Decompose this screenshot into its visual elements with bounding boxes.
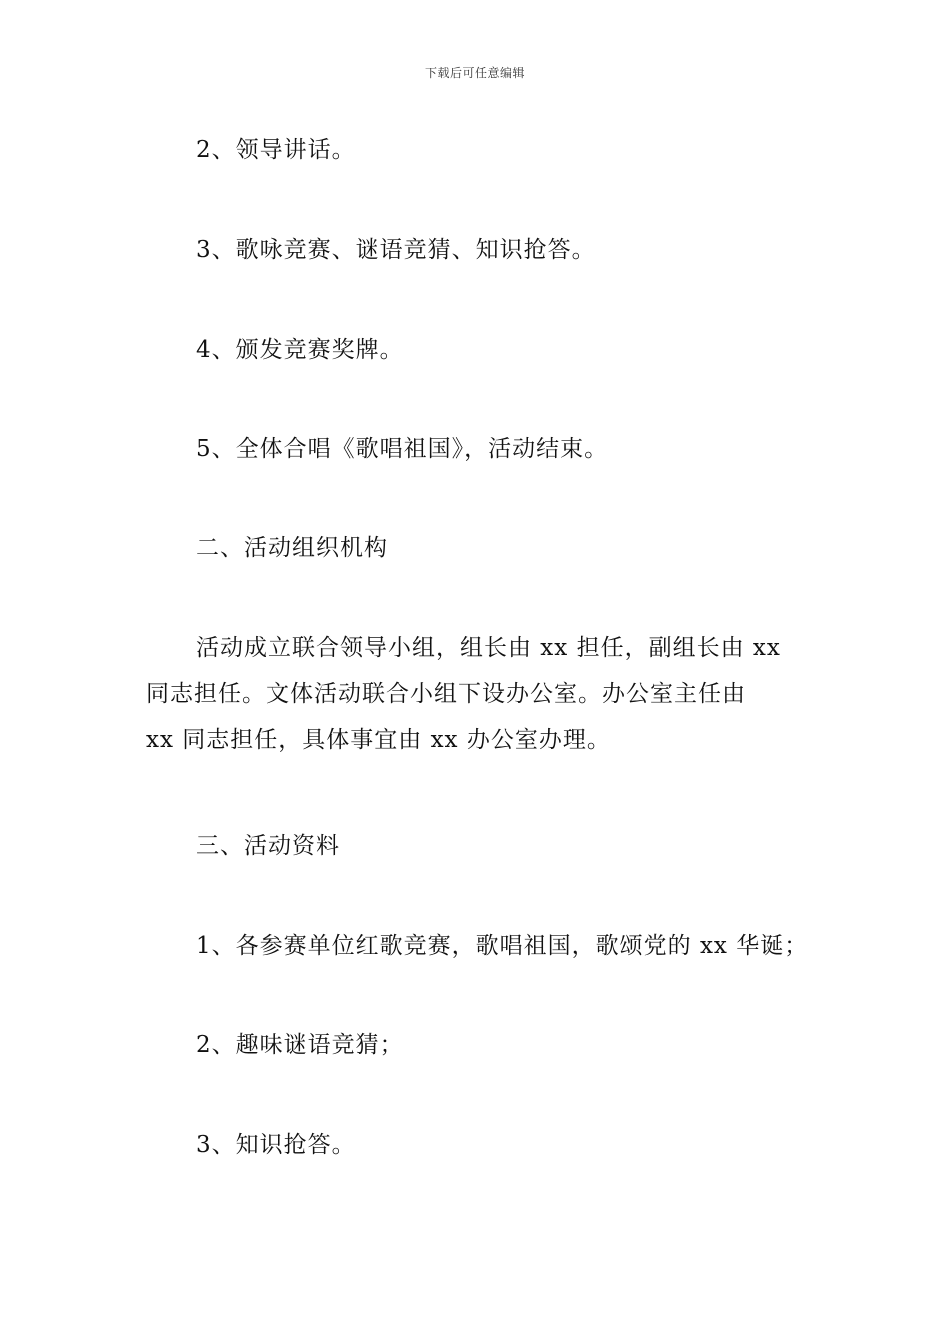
page-header: 下载后可任意编辑 [424, 66, 525, 80]
paragraph-line: 活动成立联合领导小组，组长由 xx 担任，副组长由 xx [196, 635, 781, 661]
organization-paragraph [146, 625, 826, 763]
list-item-medals: 4、颁发竞赛奖牌。 [196, 337, 404, 363]
section-heading-content: 三、活动资料 [196, 833, 340, 859]
list-item-quiz: 3、知识抢答。 [196, 1132, 356, 1158]
list-item-chorus: 5、全体合唱《歌唱祖国》，活动结束。 [196, 436, 609, 462]
list-item-riddles: 2、趣味谜语竞猜； [196, 1032, 404, 1058]
list-item-competitions: 3、歌咏竞赛、谜语竞猜、知识抢答。 [196, 237, 596, 263]
section-heading-organization: 二、活动组织机构 [196, 535, 388, 561]
paragraph-line: xx 同志担任，具体事宜由 xx 办公室办理。 [146, 727, 611, 753]
list-item-leader-speech: 2、领导讲话。 [196, 137, 356, 163]
list-item-red-song-contest: 1、各参赛单位红歌竞赛，歌唱祖国，歌颂党的 xx 华诞； [196, 933, 809, 959]
paragraph-line: 同志担任。文体活动联合小组下设办公室。办公室主任由 [146, 681, 746, 707]
